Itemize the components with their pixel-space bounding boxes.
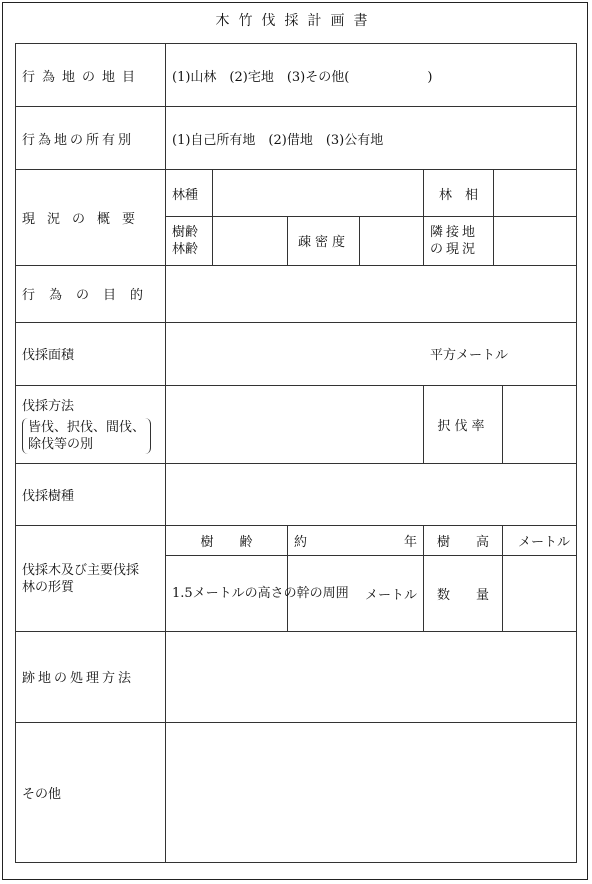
label-selection-rate: 択伐率 (424, 385, 503, 463)
field-age[interactable]: 約 年 (288, 526, 424, 556)
field-height[interactable]: メートル (503, 526, 577, 556)
field-aftermath[interactable] (166, 632, 577, 722)
field-quantity[interactable] (503, 556, 577, 632)
field-density[interactable] (360, 217, 424, 265)
land-category-options[interactable]: (1)山林 (2)宅地 (3)その他( ) (166, 44, 577, 107)
label-method: 伐採方法 皆伐、択伐、間伐、 除伐等の別 (16, 385, 166, 463)
field-species[interactable] (166, 463, 577, 525)
field-other[interactable] (166, 722, 577, 862)
field-method[interactable] (166, 385, 424, 463)
label-forest-type: 林種 (166, 170, 213, 217)
label-age: 樹 齢 (166, 526, 288, 556)
label-land-category: 行為地の地目 (16, 44, 166, 107)
label-forest-aspect: 林 相 (424, 170, 494, 217)
form-title: 木竹伐採計画書 (215, 13, 377, 29)
label-area: 伐採面積 (16, 322, 166, 385)
ownership-options[interactable]: (1)自己所有地 (2)借地 (3)公有地 (166, 107, 577, 170)
field-adjacent[interactable] (494, 217, 577, 265)
field-selection-rate[interactable] (503, 385, 577, 463)
label-species: 伐採樹種 (16, 463, 166, 525)
label-shape: 伐採木及び主要伐採 林の形質 (16, 526, 166, 632)
method-note: 皆伐、択伐、間伐、 除伐等の別 (22, 418, 151, 454)
label-other: その他 (16, 722, 166, 862)
unit-square-meter: 平方メートル (430, 348, 509, 364)
field-forest-type[interactable] (213, 170, 424, 217)
label-overview: 現況の概要 (16, 170, 166, 265)
label-aftermath: 跡地の処理方法 (16, 632, 166, 722)
field-purpose[interactable] (166, 265, 577, 322)
field-girth[interactable]: メートル (288, 556, 424, 632)
label-tree-age: 樹齢 林齢 (166, 217, 213, 265)
field-tree-age[interactable] (213, 217, 288, 265)
label-quantity: 数 量 (424, 556, 503, 632)
label-purpose: 行為の目的 (16, 265, 166, 322)
field-area[interactable] (166, 322, 577, 385)
label-ownership: 行為地の所有別 (16, 107, 166, 170)
label-height: 樹 高 (424, 526, 503, 556)
field-forest-aspect[interactable] (494, 170, 577, 217)
label-density: 疎密度 (288, 217, 360, 265)
label-adjacent: 隣接地 の現況 (424, 217, 494, 265)
label-girth: 1.5メートルの高さの幹の周囲 (166, 556, 288, 632)
logging-plan-table (15, 43, 577, 863)
